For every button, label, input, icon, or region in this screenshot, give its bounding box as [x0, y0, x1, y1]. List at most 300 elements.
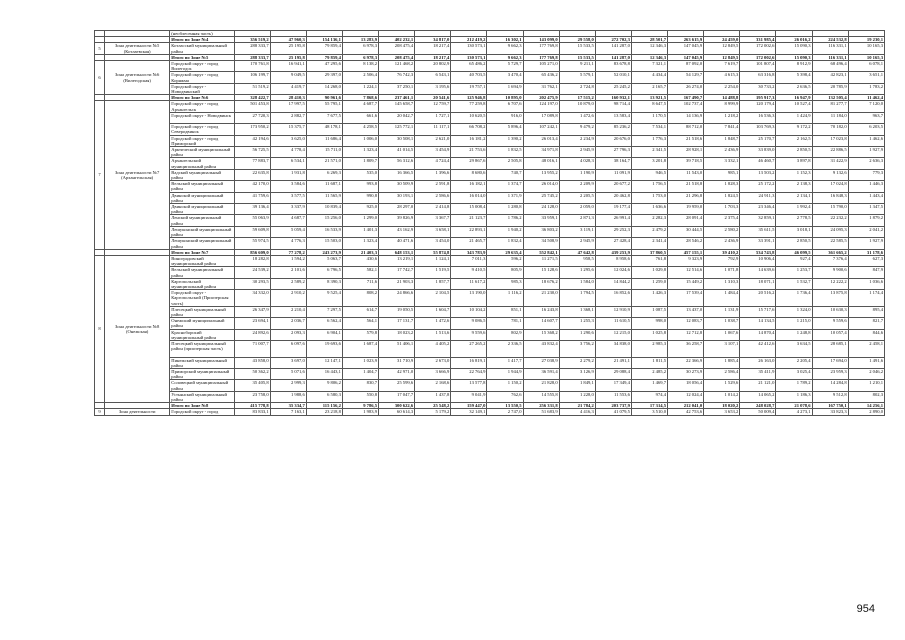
value-cell: 14 134,5 [740, 318, 776, 329]
value-cell: 13 583,4 [595, 112, 631, 123]
value-cell: 1 347,5 [848, 204, 884, 215]
value-cell: 1 071,8 [704, 267, 740, 278]
value-cell: 1 417,7 [487, 357, 523, 368]
value-cell: 1 927,9 [848, 238, 884, 249]
municipality-name: Плесецкий муниципальный район (приозерская часть) [170, 340, 234, 357]
value-cell: 39 410,2 [704, 249, 740, 255]
value-cell: 147 045,9 [668, 54, 704, 60]
value-cell: 1 983,9 [342, 409, 378, 415]
value-cell: 18 676,2 [523, 278, 559, 289]
value-cell: 3 025,4 [776, 368, 812, 379]
value-cell: 925,0 [342, 204, 378, 215]
value-cell: 83 678,8 [595, 61, 631, 72]
value-cell: 48 016,1 [523, 158, 559, 169]
value-cell: 6 543,1 [415, 72, 451, 83]
value-cell: 55 795,1 [306, 101, 342, 112]
value-cell: 627,3 [848, 255, 884, 266]
table-row [95, 226, 885, 237]
value-cell: 202 475,9 [523, 95, 559, 101]
table-row [95, 83, 885, 94]
value-cell: 1 218,2 [704, 112, 740, 123]
value-cell: 33 823,3 [812, 409, 848, 415]
value-cell: 77 883,7 [234, 158, 270, 169]
value-cell: 847,9 [848, 267, 884, 278]
value-cell: 21 903,3 [379, 278, 415, 289]
value-cell: 1 401,3 [342, 226, 378, 237]
value-cell: 2 985,3 [631, 340, 667, 357]
value-cell: 12 147,1 [306, 357, 342, 368]
value-cell: 4 615,3 [704, 72, 740, 83]
value-cell: 2 036,7 [270, 318, 306, 329]
municipality-name: Арктический муниципальный район [170, 147, 234, 158]
value-cell: 26 013,4 [523, 135, 559, 146]
value-cell: 3 018,1 [776, 226, 812, 237]
value-cell: 34 838,0 [595, 340, 631, 357]
value-cell: 47 960,3 [270, 37, 306, 43]
value-cell: 927,4 [776, 255, 812, 266]
value-cell: 41 014,5 [379, 147, 415, 158]
value-cell: 20 042,7 [379, 112, 415, 123]
value-cell: 1 323,4 [342, 147, 378, 158]
value-cell: 143 099,0 [523, 37, 559, 43]
value-cell: 13 921,5 [631, 95, 667, 101]
value-cell: 16 014,0 [451, 192, 487, 203]
municipality-name: Итого по Зоне №5 [170, 54, 234, 60]
value-cell: 4 434,4 [631, 72, 667, 83]
value-cell: 24 866,6 [379, 290, 415, 307]
value-cell: 5 579,1 [559, 72, 595, 83]
value-cell: 17 694,0 [812, 357, 848, 368]
value-cell: 170 761,8 [234, 61, 270, 72]
page-number: 954 [856, 603, 875, 615]
value-cell: 30 193,1 [379, 192, 415, 203]
municipality-name: Лешуконский муниципальный район [170, 226, 234, 237]
value-cell: 4 405,2 [415, 340, 451, 357]
value-cell: 15 503,0 [306, 238, 342, 249]
value-cell: 20 785,9 [812, 83, 848, 94]
value-cell: 23 218,8 [306, 409, 342, 415]
value-cell: 35 334,7 [270, 403, 306, 409]
value-cell: 35 405,8 [234, 380, 270, 391]
value-cell: 1 491,6 [848, 357, 884, 368]
value-cell: 614,7 [342, 306, 378, 317]
value-cell: 19 230,1 [848, 37, 884, 43]
value-cell: 10 620,5 [451, 112, 487, 123]
value-cell: 26 991,4 [595, 215, 631, 226]
value-cell: 14 284,8 [812, 380, 848, 391]
value-cell: 172 002,6 [740, 43, 776, 54]
value-cell: 42 412,6 [740, 340, 776, 357]
value-cell: 18 056,4 [668, 380, 704, 391]
value-cell: 28 546,2 [668, 238, 704, 249]
value-cell: 1 992,4 [776, 204, 812, 215]
value-cell: 998,0 [631, 318, 667, 329]
table-row [95, 380, 885, 391]
value-cell: 2 747,0 [487, 409, 523, 415]
value-cell: 15 711,0 [306, 147, 342, 158]
value-cell: 29 397,0 [306, 72, 342, 83]
value-cell: 2 059,0 [559, 204, 595, 215]
value-cell: 1 469,7 [631, 380, 667, 391]
value-cell: 10 895,0 [487, 95, 523, 101]
value-cell: 2 336,5 [487, 340, 523, 357]
value-cell: 4 273,1 [776, 409, 812, 415]
zone-name: Зона деятельности №8 (Онежская) [105, 255, 170, 402]
value-cell: 2 636,3 [848, 158, 884, 169]
value-cell: 29 252,3 [595, 226, 631, 237]
zone-number: 8 [95, 255, 105, 402]
value-cell: 47 642,8 [559, 249, 595, 255]
value-cell: 14 256,1 [848, 403, 884, 409]
value-cell: 552 842,1 [523, 249, 559, 255]
value-cell: 5 729,7 [487, 61, 523, 72]
value-cell: 212 041,0 [668, 403, 704, 409]
value-cell: 2 093,3 [270, 329, 306, 340]
value-cell: 46 099,5 [776, 249, 812, 255]
value-cell: 12 215,0 [595, 329, 631, 340]
value-cell: 1 131,9 [704, 306, 740, 317]
table-row [95, 112, 885, 123]
value-cell: 54 129,7 [668, 72, 704, 83]
value-cell: 167 750,1 [812, 403, 848, 409]
municipality-name: Лешуконский муниципальный район [170, 238, 234, 249]
value-cell: 2 375,4 [704, 215, 740, 226]
value-cell: 9 559,6 [812, 318, 848, 329]
table-row [95, 368, 885, 379]
value-cell: 172 002,6 [740, 54, 776, 60]
value-cell: 33 839,0 [740, 147, 776, 158]
value-cell: 1 290,6 [559, 329, 595, 340]
value-cell: 4 687,7 [270, 215, 306, 226]
value-cell: 2 589,2 [270, 278, 306, 289]
value-cell: 30 293,5 [234, 278, 270, 289]
value-cell: 29 635,4 [487, 249, 523, 255]
value-cell: 13 550,5 [487, 403, 523, 409]
value-cell: 43 162,9 [379, 226, 415, 237]
value-cell: 7 619,7 [704, 61, 740, 72]
value-cell: 985,1 [704, 169, 740, 180]
municipality-name: Городской округ - город Северодвинск [170, 124, 234, 135]
value-cell: 1 828,3 [704, 181, 740, 192]
value-cell: 31 710,9 [379, 357, 415, 368]
value-cell: 59 609,8 [234, 226, 270, 237]
value-cell: 9 559,6 [451, 329, 487, 340]
value-cell: 1 215,0 [776, 318, 812, 329]
municipality-name: Красноборский муниципальный район [170, 329, 234, 340]
table-row [95, 329, 885, 340]
value-cell: 14 488,8 [704, 95, 740, 101]
value-cell: 13 955,2 [523, 169, 559, 180]
value-cell: 3 201,8 [631, 158, 667, 169]
value-cell: 361 665,2 [812, 249, 848, 255]
value-cell: 9 410,5 [451, 267, 487, 278]
value-cell: 916,0 [487, 112, 523, 123]
value-cell: 12 712,8 [668, 329, 704, 340]
value-cell: 2 138,3 [776, 181, 812, 192]
value-cell: 25 599,6 [379, 380, 415, 391]
value-cell: 328 422,7 [234, 95, 270, 101]
value-cell: 50 009,4 [740, 409, 776, 415]
value-cell: 4 258,5 [342, 124, 378, 135]
value-cell: 21 465,7 [451, 238, 487, 249]
value-cell: 1 310,3 [704, 278, 740, 289]
value-cell: 1 255,3 [559, 318, 595, 329]
value-cell: 3 126,9 [559, 368, 595, 379]
value-cell: 19 177,4 [595, 204, 631, 215]
value-cell: 18 023,2 [379, 329, 415, 340]
value-cell: 102 737,4 [668, 101, 704, 112]
value-cell: 5 059,4 [270, 226, 306, 237]
value-cell: 22 635,8 [234, 169, 270, 180]
value-cell: 29 867,6 [451, 158, 487, 169]
value-cell: 15 090,3 [776, 43, 812, 54]
value-cell: 4 028,3 [559, 158, 595, 169]
value-cell: 1 368,1 [559, 306, 595, 317]
value-cell: 356 519,2 [234, 37, 270, 43]
value-cell: 1 374,7 [487, 181, 523, 192]
value-cell: 564,1 [342, 318, 378, 329]
value-cell: 34 508,9 [523, 238, 559, 249]
value-cell: 1 594,2 [270, 255, 306, 266]
value-cell: 2 999,3 [270, 380, 306, 391]
table-row [95, 192, 885, 203]
value-cell: 37 860,5 [631, 249, 667, 255]
value-cell: 21 121,0 [740, 380, 776, 391]
value-cell: 2 580,2 [704, 226, 740, 237]
value-cell: 16 443,1 [306, 368, 342, 379]
value-cell: 1 604,7 [415, 306, 451, 317]
value-cell: 87 092,0 [668, 61, 704, 72]
municipality-name: Двинской муниципальный район [170, 204, 234, 215]
value-cell: 42 170,0 [234, 181, 270, 192]
value-cell: 1 532,7 [776, 278, 812, 289]
value-cell: 2 134,1 [776, 192, 812, 203]
table-row [95, 238, 885, 249]
value-cell: 12 346,3 [631, 43, 667, 54]
value-cell: 1 067,6 [704, 329, 740, 340]
value-cell: 1 636,6 [631, 204, 667, 215]
value-cell: 18 282,8 [234, 255, 270, 266]
value-cell: 41 079,5 [595, 409, 631, 415]
value-cell: 1 124,1 [415, 255, 451, 266]
value-cell: 2 436,9 [704, 238, 740, 249]
value-cell: 31 422,9 [812, 158, 848, 169]
table-row [95, 147, 885, 158]
value-cell: 1 116,2 [487, 290, 523, 307]
value-cell: 1 513,6 [415, 329, 451, 340]
value-cell: 1 484,4 [704, 290, 740, 307]
table-row [95, 357, 885, 368]
value-cell: 12 083,7 [668, 318, 704, 329]
value-cell: 6 078,1 [848, 61, 884, 72]
table-row [95, 158, 885, 169]
value-cell: 1 809,7 [342, 158, 378, 169]
value-cell: 6 978,3 [342, 43, 378, 54]
value-cell: 4 419,7 [270, 83, 306, 94]
value-cell: 177 769,8 [523, 54, 559, 60]
value-cell: 1 396,6 [415, 169, 451, 180]
value-cell: 15 090,3 [776, 54, 812, 60]
value-cell: 173 950,2 [234, 124, 270, 135]
value-cell: 77 278,2 [270, 249, 306, 255]
value-cell: 212 419,2 [451, 37, 487, 43]
value-cell: 2 479,2 [631, 226, 667, 237]
value-cell: 50 362,2 [234, 368, 270, 379]
value-cell: 2 436,9 [704, 147, 740, 158]
value-cell: 1 727,1 [415, 112, 451, 123]
value-cell: 9 211,1 [559, 61, 595, 72]
value-cell: 21 491,1 [595, 357, 631, 368]
value-cell: 24 095,3 [812, 226, 848, 237]
value-cell: 10 906,4 [740, 255, 776, 266]
value-cell: 2 210,4 [270, 306, 306, 317]
value-cell: 16 181,2 [451, 135, 487, 146]
value-cell: 36 258,7 [668, 340, 704, 357]
value-cell: 1 885,4 [704, 357, 740, 368]
value-cell: 1 462,6 [848, 135, 884, 146]
value-cell: 1 006,0 [342, 135, 378, 146]
value-cell: 7 297,5 [306, 306, 342, 317]
table-row [95, 101, 885, 112]
value-cell: 331 985,4 [740, 37, 776, 43]
value-cell: 2 205,4 [776, 357, 812, 368]
value-cell: 1 029,8 [631, 267, 667, 278]
value-cell: 22 232,2 [812, 215, 848, 226]
value-cell: 3 195,6 [415, 83, 451, 94]
value-cell: 18 217,4 [415, 54, 451, 60]
value-cell: 65 486,2 [451, 61, 487, 72]
table-row [95, 43, 885, 54]
value-cell: 985,3 [487, 278, 523, 289]
value-cell: 1 390,2 [487, 135, 523, 146]
value-cell: 19 757,1 [451, 83, 487, 94]
value-cell: 12 346,3 [631, 54, 667, 60]
value-cell: 958,5 [559, 255, 595, 266]
value-cell: 3 332,1 [704, 158, 740, 169]
value-cell: 28 685,1 [812, 340, 848, 357]
value-cell: 13 283,9 [342, 37, 378, 43]
value-cell: 9 900,6 [812, 267, 848, 278]
value-cell: 12 849,5 [704, 43, 740, 54]
table-body [95, 31, 885, 416]
value-cell: 31 178,6 [848, 249, 884, 255]
value-cell: 27 796,3 [595, 147, 631, 158]
value-cell: 18 020,2 [704, 403, 740, 409]
value-cell: 1 736,4 [776, 290, 812, 307]
value-cell: 130 573,1 [451, 54, 487, 60]
value-cell: 31 762,1 [523, 83, 559, 94]
value-cell: 9 172,2 [776, 124, 812, 135]
value-cell: 1 023,9 [342, 357, 378, 368]
value-cell: 24 539,2 [234, 267, 270, 278]
value-cell: 42 194,6 [234, 135, 270, 146]
value-cell: 6 203,5 [848, 124, 884, 135]
value-cell: 2 234,9 [559, 135, 595, 146]
value-cell: 16 533,9 [306, 226, 342, 237]
value-cell: 1 519,5 [415, 267, 451, 278]
value-cell: 830,7 [342, 380, 378, 391]
value-cell: 2 165,7 [631, 83, 667, 94]
value-cell: 3 634,5 [776, 340, 812, 357]
value-cell: 25 170,7 [740, 135, 776, 146]
value-cell: 15 790,0 [812, 204, 848, 215]
value-cell: 121 468,2 [379, 61, 415, 72]
value-cell: 11 687,1 [306, 181, 342, 192]
value-cell: 28 501,7 [631, 37, 667, 43]
value-cell: 12 024,4 [668, 391, 704, 402]
value-cell: 34 971,8 [523, 147, 559, 158]
value-cell: 6 562,4 [306, 318, 342, 329]
table-row [95, 72, 885, 83]
value-cell: 17 024,8 [812, 181, 848, 192]
value-cell: 12 514,6 [668, 267, 704, 278]
value-cell: 14 065,2 [740, 391, 776, 402]
value-cell: 272 702,3 [595, 37, 631, 43]
value-cell: 24 911,3 [740, 192, 776, 203]
value-cell: 2 871,3 [559, 215, 595, 226]
tariff-table [94, 30, 885, 416]
value-cell: 13 190,0 [451, 290, 487, 307]
value-cell: 2 591,8 [415, 181, 451, 192]
value-cell: 154 136,1 [306, 37, 342, 43]
value-cell: 4 778,4 [270, 147, 306, 158]
value-cell: 1 036,6 [848, 278, 884, 289]
value-cell: 3 658,1 [415, 226, 451, 237]
value-cell: 65 436,2 [523, 72, 559, 83]
value-cell: 3 454,9 [415, 147, 451, 158]
value-cell: 23 346,4 [740, 204, 776, 215]
value-cell: 974,4 [631, 391, 667, 402]
value-cell: 256 331,8 [523, 403, 559, 409]
value-cell: 28 297,0 [379, 204, 415, 215]
value-cell: 10 630,3 [812, 306, 848, 317]
value-cell: 195 917,3 [740, 95, 776, 101]
value-cell: 711,6 [342, 278, 378, 289]
value-cell: 1 848,7 [704, 135, 740, 146]
value-cell: 21 571,0 [306, 158, 342, 169]
value-cell: 16 302,1 [487, 37, 523, 43]
value-cell: 12 759,7 [415, 101, 451, 112]
value-cell: 6 904,1 [306, 329, 342, 340]
value-cell: 98 714,4 [595, 101, 631, 112]
value-cell: 4 687,7 [342, 101, 378, 112]
value-cell: 22 764,9 [451, 368, 487, 379]
value-cell: 9 049,5 [270, 72, 306, 83]
value-cell: 32 149,1 [451, 409, 487, 415]
value-cell: 9 512,8 [812, 391, 848, 402]
table-row [95, 169, 885, 180]
value-cell: 20 802,9 [415, 61, 451, 72]
value-cell: 16 366,5 [379, 169, 415, 180]
value-cell: 27 038,9 [523, 357, 559, 368]
value-cell: 844,6 [848, 329, 884, 340]
value-cell: 740,7 [487, 169, 523, 180]
table-row [95, 340, 885, 357]
value-cell: 1 280,8 [487, 204, 523, 215]
value-cell: 20 516,2 [740, 290, 776, 307]
value-cell: 17 997,5 [270, 101, 306, 112]
value-cell: 2 882,7 [270, 112, 306, 123]
value-cell: 2 506,4 [342, 72, 378, 83]
value-cell: 7 120,0 [848, 101, 884, 112]
value-cell: 30 733,2 [740, 83, 776, 94]
value-cell: 1 988,6 [270, 391, 306, 402]
value-cell: 83 833,1 [234, 409, 270, 415]
value-cell: 22 893,1 [451, 226, 487, 237]
municipality-name: Городской округ - город Приморский [170, 135, 234, 146]
value-cell: 46 460,7 [740, 158, 776, 169]
value-cell: 132 505,4 [812, 95, 848, 101]
